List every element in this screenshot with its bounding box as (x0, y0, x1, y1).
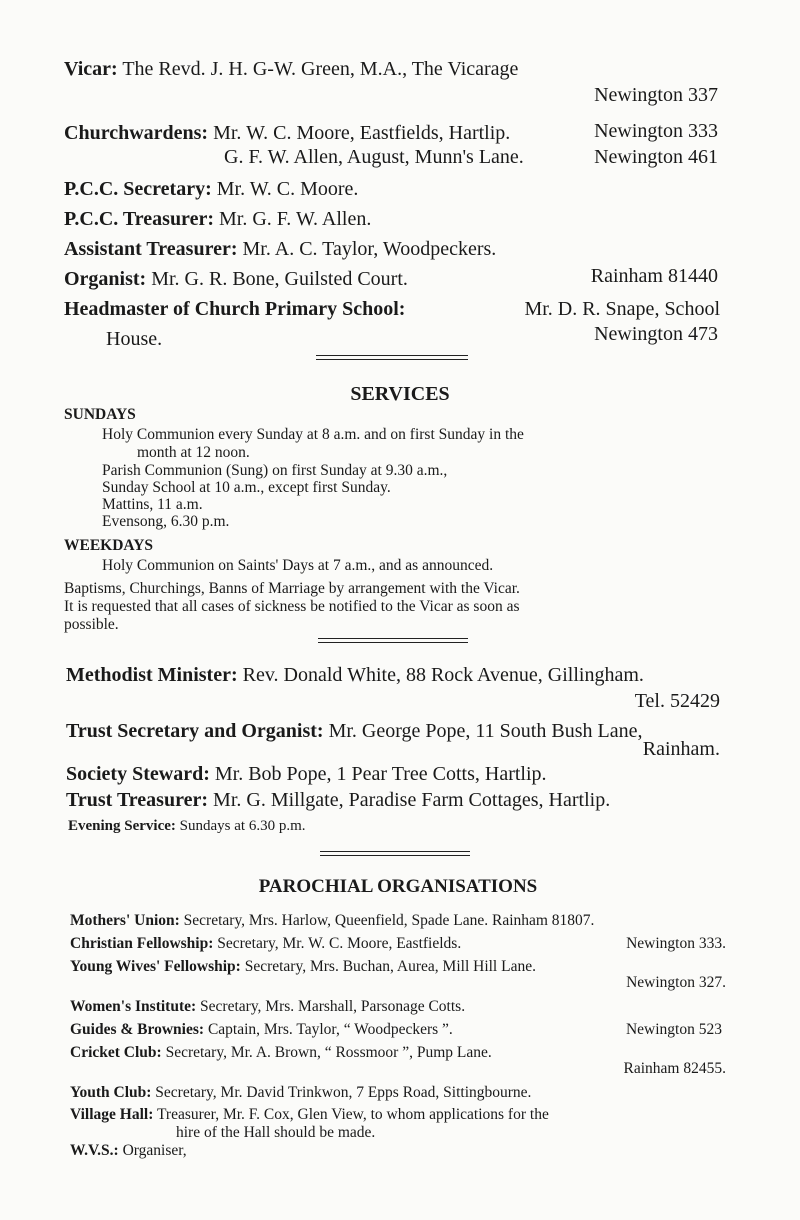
organist-text: Mr. G. R. Bone, Guilsted Court. (151, 268, 408, 290)
village-hall-cont: hire of the Hall should be made. (176, 1124, 376, 1141)
trust-secretary-line (66, 720, 642, 743)
trust-treasurer-text: Mr. G. Millgate, Paradise Farm Cottages, Hartlip. (213, 789, 611, 811)
churchwardens-line (64, 122, 510, 145)
churchwardens-label: Churchwardens: (64, 122, 209, 144)
village-hall-line (70, 1106, 549, 1124)
headmaster-line (64, 298, 720, 321)
assistant-treasurer-text: Mr. A. C. Taylor, Woodpeckers. (242, 238, 497, 260)
young-wives-text: Secretary, Mrs. Buchan, Aurea, Mill Hill Lane. (244, 958, 536, 975)
weekdays-label: WEEKDAYS (64, 537, 154, 554)
cricket-line (70, 1044, 492, 1062)
vicar-phone: Newington 337 (594, 84, 718, 106)
methodist-minister-label: Methodist Minister: (66, 664, 238, 686)
trust-secretary-text: Mr. George Pope, 11 South Bush Lane, (328, 720, 643, 742)
wvs-text: Organiser, (122, 1142, 187, 1159)
organist-phone: Rainham 81440 (590, 265, 718, 287)
guides-label: Guides & Brownies: (70, 1021, 205, 1038)
society-steward-text: Mr. Bob Pope, 1 Pear Tree Cotts, Hartlip. (214, 763, 547, 785)
pcc-treasurer-text: Mr. G. F. W. Allen. (219, 208, 372, 230)
cricket-text: Secretary, Mr. A. Brown, “ Rossmoor ”, Pump Lane. (165, 1044, 492, 1061)
divider-rule-3 (320, 851, 470, 856)
sunday-service-5: Mattins, 11 a.m. (102, 496, 203, 513)
evening-service-label: Evening Service: (68, 818, 176, 834)
sunday-service-2: month at 12 noon. (137, 444, 250, 461)
trust-treasurer-line (66, 789, 610, 812)
organist-label: Organist: (64, 268, 147, 290)
young-wives-line (70, 958, 536, 976)
guides-phone: Newington 523 (625, 1021, 722, 1038)
trust-secretary-cont: Rainham. (642, 738, 720, 760)
mothers-union-label: Mothers' Union: (70, 912, 180, 929)
youth-club-label: Youth Club: (70, 1084, 152, 1101)
sunday-service-3: Parish Communion (Sung) on first Sunday at 9.30 a.m., (102, 462, 448, 479)
organisations-heading: PAROCHIAL ORGANISATIONS (258, 876, 538, 897)
headmaster-phone: Newington 473 (594, 323, 718, 345)
organist-line (64, 268, 408, 291)
pcc-secretary-text: Mr. W. C. Moore. (216, 178, 359, 200)
assistant-treasurer-line (64, 238, 496, 261)
trust-secretary-label: Trust Secretary and Organist: (66, 720, 324, 742)
divider-rule-2 (318, 638, 468, 643)
headmaster-cont: House. (106, 328, 163, 350)
youth-club-text: Secretary, Mr. David Trinkwon, 7 Epps Road, Sittingbourne. (155, 1084, 532, 1101)
services-heading: SERVICES (350, 383, 450, 405)
pcc-secretary-label: P.C.C. Secretary: (64, 178, 212, 200)
guides-line (70, 1021, 453, 1039)
churchwardens-phone-2: Newington 461 (594, 146, 718, 168)
young-wives-label: Young Wives' Fellowship: (70, 958, 241, 975)
divider-rule-1 (316, 355, 468, 360)
services-note-2: It is requested that all cases of sickness be notified to the Vicar as soon as (64, 598, 520, 615)
christian-fellowship-text: Secretary, Mr. W. C. Moore, Eastfields. (217, 935, 462, 952)
mothers-union-line (70, 912, 594, 930)
wvs-label: W.V.S.: (70, 1142, 119, 1159)
vicar-text: The Revd. J. H. G-W. Green, M.A., The Vicarage (122, 58, 519, 80)
methodist-minister-phone: Tel. 52429 (634, 690, 720, 712)
cricket-phone: Rainham 82455. (623, 1060, 726, 1077)
society-steward-label: Society Steward: (66, 763, 210, 785)
headmaster-text: Mr. D. R. Snape, School (524, 298, 720, 320)
youth-club-line (70, 1084, 531, 1102)
sunday-service-1-text: Holy Communion every Sunday at 8 a.m. and on first Sunday in the (102, 426, 524, 443)
society-steward-line (66, 763, 547, 786)
wvs-line (70, 1142, 187, 1160)
village-hall-text: Treasurer, Mr. F. Cox, Glen View, to whom applications for the (156, 1106, 549, 1123)
christian-fellowship-line (70, 935, 461, 953)
churchwardens-phone-1: Newington 333 (594, 120, 718, 142)
vicar-line (64, 58, 518, 81)
services-note-3: possible. (64, 616, 119, 633)
churchwardens-text-1: Mr. W. C. Moore, Eastfields, Hartlip. (213, 122, 511, 144)
young-wives-phone: Newington 327. (626, 974, 726, 991)
evening-service-text: Sundays at 6.30 p.m. (179, 818, 306, 834)
mothers-union-text: Secretary, Mrs. Harlow, Queenfield, Spade Lane. Rainham 81807. (183, 912, 595, 929)
weekday-service: Holy Communion on Saints' Days at 7 a.m., and as announced. (102, 557, 494, 574)
methodist-minister-line (66, 664, 644, 687)
pcc-secretary-line (64, 178, 358, 201)
pcc-treasurer-line (64, 208, 371, 231)
christian-fellowship-phone: Newington 333. (626, 935, 726, 952)
village-hall-label: Village Hall: (70, 1106, 154, 1123)
christian-fellowship-label: Christian Fellowship: (70, 935, 214, 952)
womens-institute-line (70, 998, 465, 1016)
evening-service-line (68, 818, 306, 835)
pcc-treasurer-label: P.C.C. Treasurer: (64, 208, 214, 230)
sunday-service-6: Evensong, 6.30 p.m. (102, 513, 230, 530)
assistant-treasurer-label: Assistant Treasurer: (64, 238, 238, 260)
headmaster-label: Headmaster of Church Primary School: (64, 298, 406, 320)
methodist-minister-text: Rev. Donald White, 88 Rock Avenue, Gillingham. (242, 664, 644, 686)
sundays-label: SUNDAYS (64, 406, 136, 423)
guides-text: Captain, Mrs. Taylor, “ Woodpeckers ”. (207, 1021, 453, 1038)
sunday-service-4: Sunday School at 10 a.m., except first Sunday. (102, 479, 391, 496)
sunday-service-1 (102, 426, 720, 444)
vicar-label: Vicar: (64, 58, 118, 80)
churchwardens-text-2: G. F. W. Allen, August, Munn's Lane. (224, 146, 524, 168)
services-note-1: Baptisms, Churchings, Banns of Marriage by arrangement with the Vicar. (64, 580, 520, 597)
trust-treasurer-label: Trust Treasurer: (66, 789, 209, 811)
womens-institute-text: Secretary, Mrs. Marshall, Parsonage Cotts. (200, 998, 466, 1015)
cricket-label: Cricket Club: (70, 1044, 162, 1061)
womens-institute-label: Women's Institute: (70, 998, 197, 1015)
